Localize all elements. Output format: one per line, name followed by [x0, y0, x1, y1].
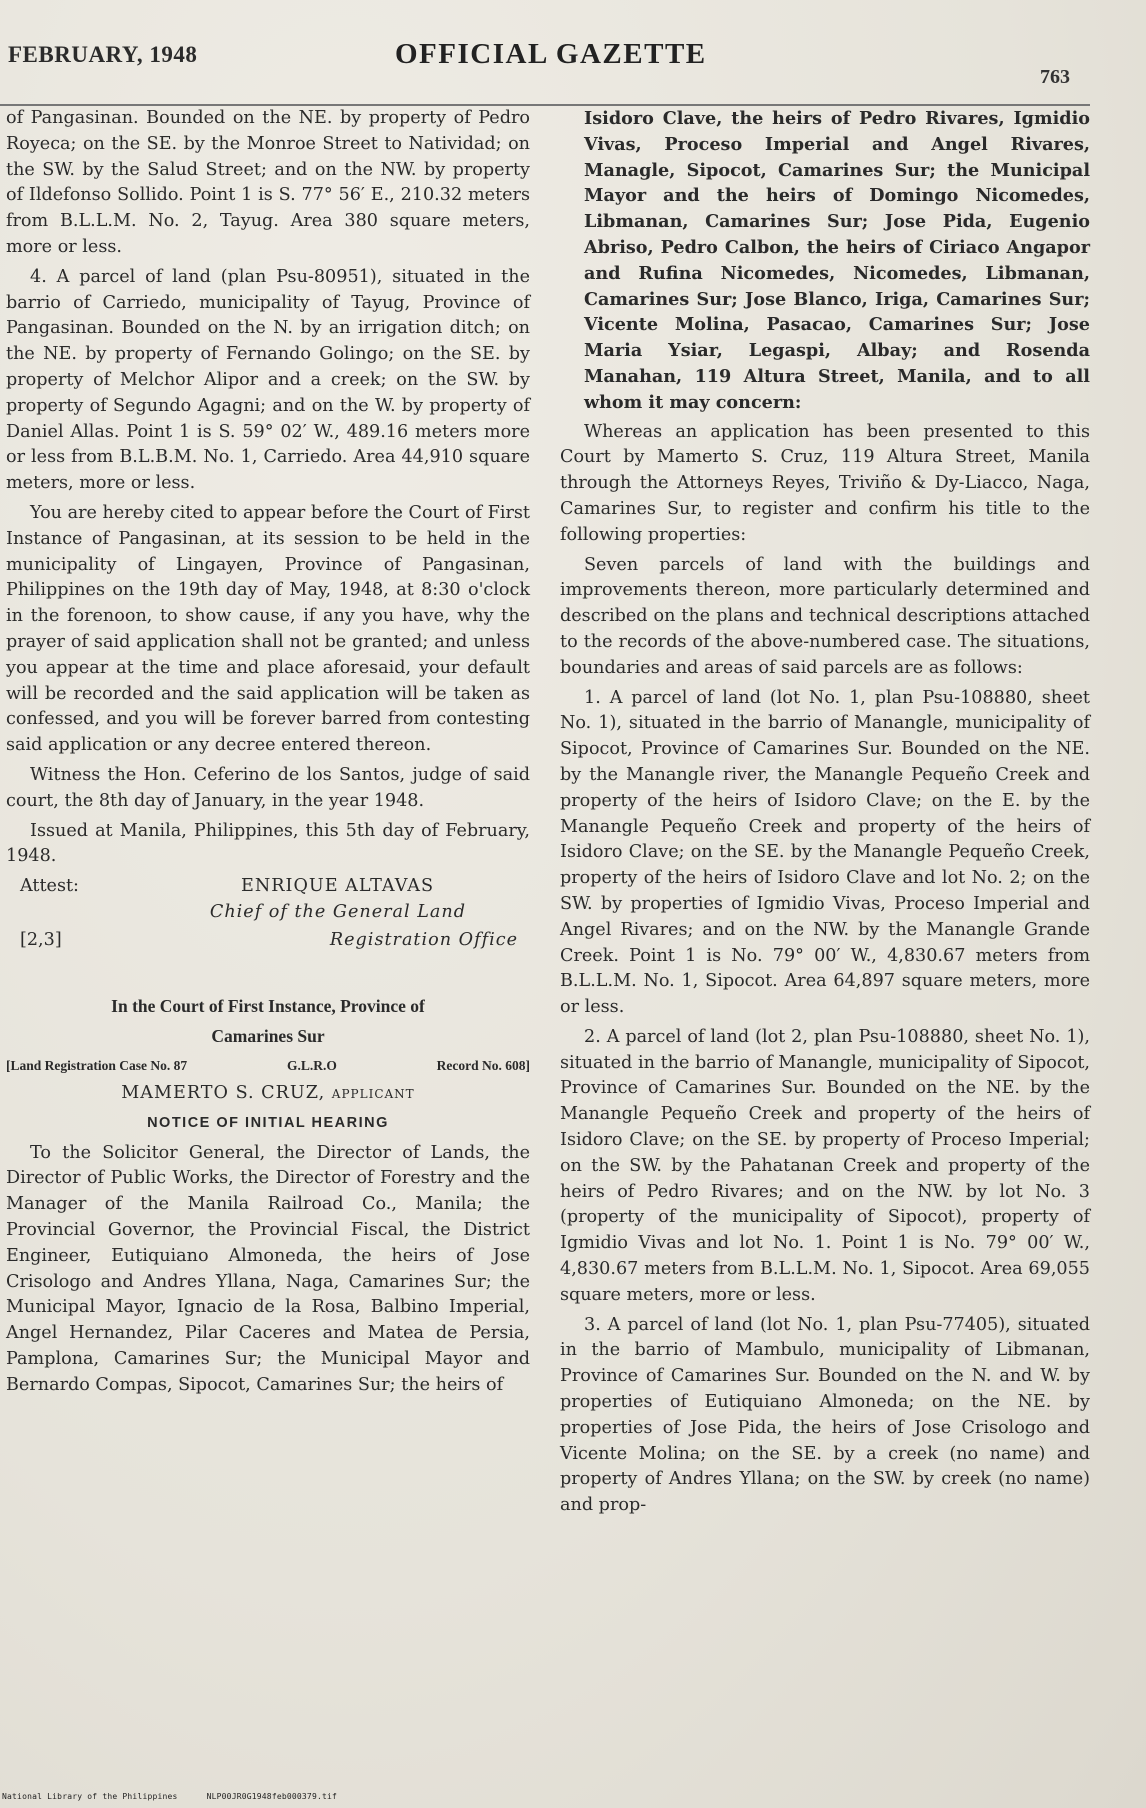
paragraph-parcel-4: 4. A parcel of land (plan Psu-80951), situated in the barrio of Carriedo, municipality of Tayug, Province of Pangasinan. Bounded on the N. by an irrigation ditch; on the NE. by property of Fernando Golingo; on the SE. by property of Melchor Alipor and a creek; on the SW. by property of Segundo Agagni; and on the W. by property of Daniel Allas. Point 1 is S. 59° 02′ W., 489.16 meters more or less from B.L.B.M. No. 1, Carriedo. Area 44,910 square meters, more or less. [6, 266, 530, 494]
paragraph-addressees-continued: Isidoro Clave, the heirs of Pedro Rivares, Igmidio Vivas, Proceso Imperial and Angel Rivares, Managle, Sipocot, Camarines Sur; the Municipal Mayor and the heirs of Domingo Nicomedes, Libmanan, Camarines Sur; Jose Pida, Eugenio Abriso, Pedro Calbon, the heirs of Ciriaco Angapor and Rufina Nicomedes, Nicomedes, Libmanan, Camarines Sur; Jose Blanco, Iriga, Camarines Sur; Vicente Molina, Pasacao, Camarines Sur; Jose Maria Ysiar, Legaspi, Albay; and Rosenda Manahan, 119 Altura Street, Manila, and to all whom it may concern: [584, 108, 1090, 413]
court-heading-line-2: Camarines Sur [211, 1025, 325, 1046]
right-column [560, 106, 1090, 1523]
paragraph-citation: You are hereby cited to appear before the Court of First Instance of Pangasinan, at its session to be held in the municipality of Lingayen, Province of Pangasinan, Philippines on the 19th day of May, 1948, at 8:30 o'clock in the forenoon, to show cause, if any you have, why the prayer of said application shall not be granted; and unless you appear at the time and place aforesaid, your default will be recorded and the said application will be taken as confessed, and you will be forever barred from contesting said application or any decree entered thereon. [6, 502, 530, 756]
case-number: [Land Registration Case No. 87 [6, 1058, 188, 1074]
header-title: OFFICIAL GAZETTE [395, 38, 707, 70]
paragraph-seven-parcels: Seven parcels of land with the buildings and improvements thereon, more particularly determined and described on the plans and technical descriptions attached to the records of the above-numbered case. The situations, boundaries and areas of said parcels are as follows: [560, 554, 1090, 678]
attest-label: Attest: [20, 876, 79, 897]
paragraph-addressees: To the Solicitor General, the Director of Lands, the Director of Public Works, the Director of Forestry and the Manager of the Manila Railroad Co., Manila; the Provincial Governor, the Provincial Fiscal, the District Engineer, Eutiquiano Almoneda, the heirs of Jose Crisologo and Andres Yllana, Naga, Camarines Sur; the Municipal Mayor, Ignacio de la Rosa, Balbino Imperial, Angel Hernandez, Pilar Caceres and Matea de Persia, Pamplona, Camarines Sur; the Municipal Mayor and Bernardo Compas, Sipocot, Camarines Sur; the heirs of [6, 1142, 530, 1395]
signer-title-row [6, 928, 530, 954]
footer-file: NLP00JR0G1948feb000379.tif [206, 1792, 338, 1801]
page-number: 763 [1040, 66, 1070, 88]
issue-reference: [2,3] [20, 929, 62, 950]
case-reference-line [6, 1053, 530, 1079]
paragraph-lot-2: 2. A parcel of land (lot 2, plan Psu-108880, sheet No. 1), situated in the barrio of Manangle, municipality of Sipocot, Province of Camarines Sur. Bounded on the NE. by the Manangle Pequeño Creek and property of the heirs of Isidoro Clave; on the SE. by property of Proceso Imperial; on the SW. by the Pahatanan Creek and property of the heirs of Pedro Rivares; and on the NW. by lot No. 3 (property of the municipality of Sipocot), property of Igmidio Vivas and lot No. 1. Point 1 is No. 79° 00′ W., 4,830.67 meters from B.L.L.M. No. 1, Sipocot. Area 69,055 square meters, more or less. [560, 1026, 1090, 1305]
paragraph-lot-3: 3. A parcel of land (lot No. 1, plan Psu-77405), situated in the barrio of Mambulo, municipality of Libmanan, Province of Camarines Sur. Bounded on the N. and W. by properties of Eutiquiano Almoneda; on the NE. by properties of Jose Pida, the heirs of Jose Crisologo and Vicente Molina; on the SE. by a creek (no name) and property of Andres Yllana; on the SW. by creek (no name) and prop- [560, 1314, 1090, 1516]
attest-block [6, 874, 530, 900]
applicant-line: MAMERTO S. CRUZ, applicant [121, 1083, 415, 1104]
court-heading-line-1: In the Court of First Instance, Province of [111, 995, 425, 1016]
left-column [6, 106, 530, 1403]
footer-library: National Library of the Philippines [2, 1792, 178, 1801]
record-number: Record No. 608] [436, 1058, 530, 1074]
paragraph-witness: Witness the Hon. Ceferino de los Santos, judge of said court, the 8th day of January, in the year 1948. [6, 764, 530, 811]
signer-title-2: Registration Office [329, 929, 518, 950]
notice-title: NOTICE OF INITIAL HEARING [147, 1114, 389, 1131]
paragraph-lot-1: 1. A parcel of land (lot No. 1, plan Psu-108880, sheet No. 1), situated in the barrio of Manangle, municipality of Sipocot, Province of Camarines Sur. Bounded on the NE. by the Manangle river, the Manangle Pequeño Creek and property of the heirs of Isidoro Clave; on the E. by the Manangle Pequeño Creek and property of the heirs of Isidoro Clave; on the SE. by the Manangle Pequeño Creek, property of the heirs of Isidoro Clave and lot No. 2; on the SW. by properties of Igmidio Vivas, Proceso Imperial and Angel Rivares; and on the NW. by the Manangle Grande Creek. Point 1 is No. 79° 00′ W., 4,830.67 meters from B.L.L.M. No. 1, Sipocot. Area 64,897 square meters, more or less. [560, 687, 1090, 1018]
page-header [0, 38, 1146, 98]
signer-name: ENRIQUE ALTAVAS [241, 876, 434, 897]
paragraph-issued: Issued at Manila, Philippines, this 5th day of February, 1948. [6, 820, 530, 867]
paragraph-parcel-3-end: of Pangasinan. Bounded on the NE. by property of Pedro Royeca; on the SE. by the Monroe Street to Natividad; on the SW. by the Salud Street; and on the NW. by property of Ildefonso Sollido. Point 1 is S. 77° 56′ E., 210.32 meters from B.L.L.M. No. 2, Tayug. Area 380 square meters, more or less. [6, 108, 530, 257]
scan-footer [2, 1792, 361, 1801]
section-spacer [6, 954, 530, 994]
signer-title-1: Chief of the General Land [209, 901, 466, 922]
paragraph-application: Whereas an application has been presented to this Court by Mamerto S. Cruz, 119 Altura Street, Manila through the Attorneys Reyes, Triviño & Dy-Liacco, Naga, Camarines Sur, to register and confirm his title to the following properties: [560, 421, 1090, 545]
header-date: FEBRUARY, 1948 [8, 42, 198, 67]
case-office: G.L.R.O [286, 1058, 337, 1074]
